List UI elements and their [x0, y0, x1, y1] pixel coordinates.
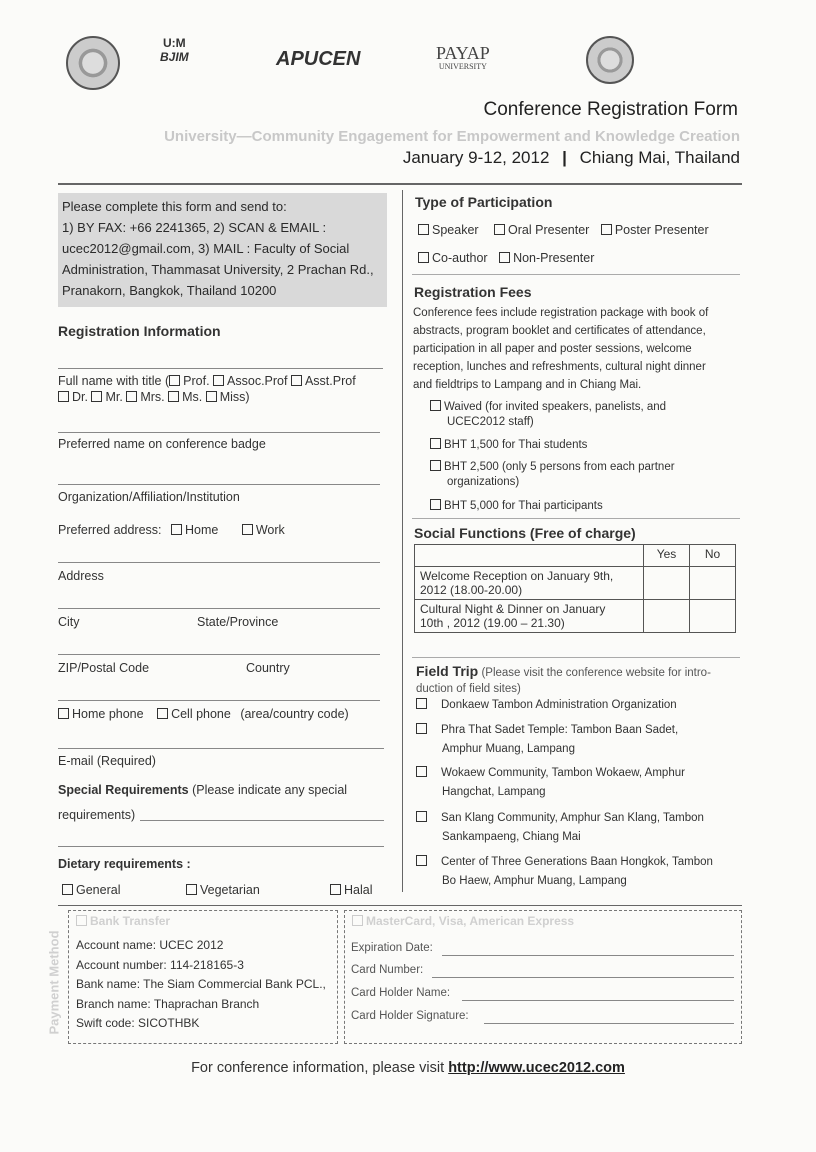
social-no-header: No	[690, 545, 736, 567]
social-row-label-1: Welcome Reception on January 9th,	[420, 569, 614, 583]
blank-line[interactable]	[58, 368, 383, 369]
zip-label: ZIP/Postal Code	[58, 661, 150, 675]
trip-option-label: San Klang Community, Amphur San Klang, Tambon	[441, 812, 704, 824]
title-ms-checkbox[interactable]	[168, 390, 202, 404]
um-logo	[160, 36, 189, 64]
dietary-label: Dietary requirements :	[58, 857, 191, 871]
social-table	[414, 544, 736, 633]
send-line-5: Pranakorn, Bangkok, Thailand 10200	[62, 283, 277, 298]
special-requirements-field[interactable]	[140, 820, 384, 821]
trip-wokaew-option[interactable]	[416, 764, 685, 802]
special-requirements-line2: requirements)	[58, 808, 136, 822]
fee-5000-option[interactable]	[430, 497, 603, 515]
fee-2500-label-2: organizations)	[447, 476, 520, 488]
fees-desc-line: abstracts, program booklet and certificates of attendance,	[413, 325, 706, 337]
column-divider	[402, 190, 403, 892]
institution-seal-logo	[586, 36, 634, 84]
payment-side-label-box	[44, 922, 64, 1042]
title-assoc-label: Assoc.Prof	[227, 374, 288, 388]
payap-logo-name: PAYAP	[436, 43, 490, 63]
um-logo-top: U:M	[163, 36, 186, 50]
social-welcome-no-cell[interactable]	[690, 567, 736, 600]
special-requirements-field-2[interactable]	[58, 846, 384, 847]
social-row-label-2: 2012 (18.00-20.00)	[420, 583, 523, 597]
poster-presenter-checkbox[interactable]	[601, 223, 709, 237]
co-author-checkbox[interactable]	[418, 251, 488, 265]
diet-general-label: General	[76, 883, 121, 897]
title-assoc-checkbox[interactable]	[213, 374, 287, 388]
social-divider	[412, 657, 740, 658]
social-welcome-yes-cell[interactable]	[644, 567, 690, 600]
special-requirements-title: Special Requirements	[58, 783, 189, 797]
oral-presenter-checkbox[interactable]	[494, 223, 589, 237]
trip-hongkok-option[interactable]	[416, 853, 713, 891]
social-yes-header: Yes	[644, 545, 690, 567]
bank-name: Bank name: The Siam Commercial Bank PCL.,	[76, 977, 326, 991]
conference-date: January 9-12, 2012	[402, 148, 550, 167]
preferred-address-label	[58, 523, 285, 537]
diet-halal-label: Halal	[344, 883, 373, 897]
footer-info	[0, 1060, 816, 1076]
email-label: E-mail (Required)	[58, 754, 156, 768]
send-line-1: Please complete this form and send to:	[62, 199, 287, 214]
swift-code: Swift code: SICOTHBK	[76, 1016, 200, 1030]
fees-desc-line: reception, lunches and refreshments, cultural night dinner	[413, 361, 706, 373]
fee-5000-label: BHT 5,000 for Thai participants	[444, 500, 603, 512]
co-author-label: Co-author	[432, 251, 488, 265]
phone-field[interactable]	[58, 748, 384, 749]
card-payment-option[interactable]	[352, 914, 574, 928]
footer-text: For conference information, please visit	[191, 1060, 445, 1076]
registration-heading: Registration Information	[58, 323, 221, 339]
organization-label: Organization/Affiliation/Institution	[58, 490, 240, 504]
preferred-address-text: Preferred address:	[58, 523, 162, 537]
field-trip-heading-block	[416, 663, 740, 697]
field-trip-note-2: duction of field sites)	[416, 683, 521, 695]
account-number: Account number: 114-218165-3	[76, 957, 244, 972]
card-holder-signature-field[interactable]	[484, 1023, 734, 1024]
preferred-name-label: Preferred name on conference badge	[58, 437, 266, 451]
fee-waived-label-2: UCEC2012 staff)	[447, 416, 534, 428]
title-ms-label: Ms.	[182, 390, 203, 404]
fees-description	[413, 304, 708, 394]
poster-presenter-label: Poster Presenter	[614, 223, 709, 237]
fee-1500-label: BHT 1,500 for Thai students	[444, 439, 588, 451]
special-requirements-note: (Please indicate any special	[192, 783, 348, 797]
trip-option-label: Phra That Sadet Temple: Tambon Baan Sadet,	[441, 724, 679, 736]
um-logo-bottom: BJIM	[160, 50, 189, 64]
bank-transfer-option[interactable]	[76, 914, 170, 928]
send-instructions-box	[58, 193, 387, 307]
country-label: Country	[246, 661, 290, 675]
card-holder-name-label: Card Holder Name:	[351, 987, 451, 999]
title-asst-checkbox[interactable]	[291, 374, 356, 388]
title-miss-checkbox[interactable]	[206, 390, 250, 404]
trip-option-label-2: Hangchat, Lampang	[442, 786, 546, 798]
social-heading: Social Functions (Free of charge)	[414, 525, 636, 541]
trip-option-label: Donkaew Tambon Administration Organization	[441, 699, 677, 711]
payap-logo-sub: UNIVERSITY	[438, 62, 487, 71]
fee-2500-option[interactable]	[430, 460, 675, 490]
social-cultural-no-cell[interactable]	[690, 600, 736, 633]
social-cultural-yes-cell[interactable]	[644, 600, 690, 633]
state-label: State/Province	[197, 615, 279, 629]
fee-1500-option[interactable]	[430, 436, 587, 454]
participation-heading: Type of Participation	[415, 194, 553, 210]
oral-presenter-label: Oral Presenter	[508, 223, 590, 237]
form-title: Conference Registration Form	[483, 99, 738, 120]
field-trip-heading: Field Trip	[416, 663, 479, 679]
conference-website-link[interactable]: http://www.ucec2012.com	[448, 1060, 625, 1076]
conference-location: Chiang Mai, Thailand	[579, 148, 740, 167]
diet-general-checkbox[interactable]	[62, 883, 120, 897]
diet-vegetarian-checkbox[interactable]	[186, 883, 260, 897]
city-label: City	[58, 615, 80, 629]
university-seal-logo	[66, 36, 120, 90]
expiration-label: Expiration Date:	[351, 942, 433, 954]
diet-halal-checkbox[interactable]	[330, 883, 373, 897]
zip-country-field[interactable]	[58, 700, 380, 701]
field-trip-note: (Please visit the conference website for intro-	[481, 667, 711, 679]
trip-option-label-2: Bo Haew, Amphur Muang, Lampang	[442, 875, 627, 887]
card-number-field[interactable]	[432, 977, 734, 978]
header-divider	[58, 183, 742, 185]
trip-donkaew-option[interactable]	[416, 696, 677, 714]
branch-name: Branch name: Thaprachan Branch	[76, 996, 260, 1011]
special-requirements-label	[58, 783, 347, 797]
address-home-checkbox[interactable]	[171, 523, 218, 537]
home-phone-label: Home phone	[72, 707, 144, 721]
bank-details	[76, 936, 326, 1034]
fullname-text: Full name with title (	[58, 374, 170, 388]
send-line-2: 1) BY FAX: +66 2241365, 2) SCAN & EMAIL :	[62, 220, 327, 235]
trip-option-label: Center of Three Generations Baan Hongkok, Tambon	[441, 856, 713, 868]
title-mr-label: Mr.	[105, 390, 123, 404]
conference-theme: University—Community Engagement for Empowerment and Knowledge Creation	[164, 128, 740, 145]
title-miss-label: Miss)	[219, 390, 250, 404]
trip-sanklang-option[interactable]	[416, 809, 704, 847]
city-state-field[interactable]	[58, 654, 380, 655]
fullname-label	[58, 374, 356, 388]
fees-desc-line: participation in all paper and poster sessions, welcome	[413, 343, 692, 355]
expiration-field[interactable]	[442, 955, 734, 956]
social-row-label	[415, 600, 644, 633]
participation-row-1	[418, 223, 709, 237]
address-home-label: Home	[185, 523, 219, 537]
bank-transfer-label: Bank Transfer	[90, 914, 171, 928]
date-location: January 9-12, 2012 | Chiang Mai, Thailand	[402, 148, 740, 167]
speaker-checkbox[interactable]	[418, 223, 479, 237]
card-holder-signature-label: Card Holder Signature:	[351, 1010, 469, 1022]
participation-divider	[412, 274, 740, 275]
address-field[interactable]	[58, 608, 380, 609]
fees-heading: Registration Fees	[414, 284, 532, 300]
diet-vegetarian-label: Vegetarian	[200, 883, 260, 897]
social-row-label	[415, 567, 644, 600]
participation-row-2	[418, 251, 594, 265]
title-prof-checkbox[interactable]	[169, 374, 209, 388]
title-mrs-label: Mrs.	[140, 390, 165, 404]
social-header-blank	[415, 545, 644, 567]
card-number-label: Card Number:	[351, 964, 424, 976]
title-mrs-checkbox[interactable]	[126, 390, 164, 404]
title-mr-checkbox[interactable]	[91, 390, 122, 404]
payment-side-label: Payment Method	[46, 929, 62, 1035]
social-row-label-1: Cultural Night & Dinner on January	[420, 602, 606, 616]
non-presenter-label: Non-Presenter	[513, 251, 595, 265]
payap-logo	[436, 43, 490, 74]
area-code-label: (area/country code)	[240, 707, 349, 721]
title-row-2	[58, 390, 250, 404]
title-asst-label: Asst.Prof	[304, 374, 356, 388]
cell-phone-checkbox[interactable]	[157, 707, 231, 721]
title-dr-label: Dr.	[72, 390, 88, 404]
fee-2500-label: BHT 2,500 (only 5 persons from each partner	[444, 461, 675, 473]
fees-desc-line: and fieldtrips to Lampang and in Chiang Mai.	[413, 379, 642, 391]
social-row-label-2: 10th , 2012 (19.00 – 21.30)	[420, 616, 565, 630]
trip-phrathat-option[interactable]	[416, 721, 678, 759]
trip-option-label-2: Sankampaeng, Chiang Mai	[442, 831, 581, 843]
card-holder-name-field[interactable]	[462, 1000, 734, 1001]
preferred-name-field[interactable]	[58, 484, 380, 485]
fullname-field[interactable]	[58, 432, 380, 433]
trip-option-label-2: Amphur Muang, Lampang	[442, 743, 575, 755]
trip-option-label: Wokaew Community, Tambon Wokaew, Amphur	[441, 767, 685, 779]
fee-waived-label: Waived (for invited speakers, panelists, and	[444, 401, 667, 413]
title-prof-label: Prof.	[183, 374, 210, 388]
address-work-label: Work	[255, 523, 285, 537]
address-label: Address	[58, 569, 104, 583]
social-row-welcome	[415, 567, 736, 600]
card-payment-label: MasterCard, Visa, American Express	[366, 914, 575, 928]
speaker-label: Speaker	[432, 223, 479, 237]
send-line-3: ucec2012@gmail.com, 3) MAIL : Faculty of Social	[62, 241, 350, 256]
fees-divider	[412, 518, 740, 519]
title-dr-checkbox[interactable]	[58, 390, 88, 404]
home-phone-checkbox[interactable]	[58, 707, 144, 721]
phone-label	[58, 707, 349, 721]
fee-waived-option[interactable]	[430, 400, 666, 430]
social-row-cultural	[415, 600, 736, 633]
send-line-4: Administration, Thammasat University, 2 Prachan Rd.,	[62, 262, 374, 277]
account-name: Account name: UCEC 2012	[76, 938, 224, 952]
payment-top-rule	[58, 905, 742, 906]
fees-desc-line: Conference fees include registration package with book of	[413, 307, 709, 319]
address-work-checkbox[interactable]	[242, 523, 285, 537]
organization-field[interactable]	[58, 562, 380, 563]
non-presenter-checkbox[interactable]	[499, 251, 594, 265]
apucen-logo: APUCEN	[276, 48, 361, 70]
cell-phone-label: Cell phone	[171, 707, 231, 721]
